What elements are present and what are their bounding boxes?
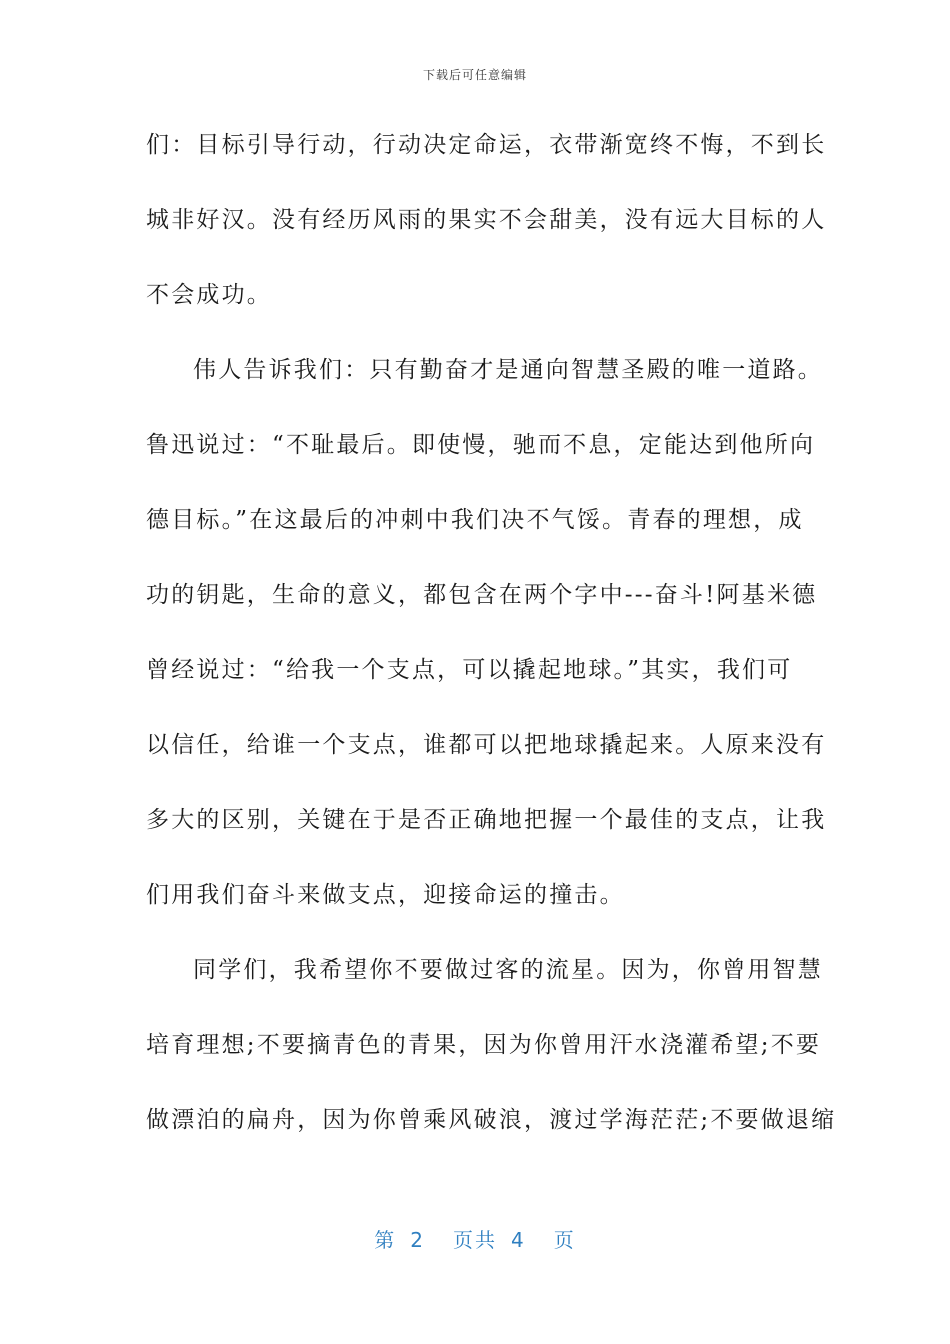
header-note: 下载后可任意编辑 (422, 68, 527, 82)
current-page-number: 2 (410, 1228, 425, 1252)
paragraph-start-line: 伟人告诉我们：只有勤奋才是通向智慧圣殿的唯一道路。 (193, 357, 823, 383)
text-line: 城非好汉。没有经历风雨的果实不会甜美，没有远大目标的人 (146, 207, 827, 233)
text-line: 以信任，给谁一个支点，谁都可以把地球撬起来。人原来没有 (146, 732, 827, 758)
text-line: 鲁迅说过：“不耻最后。即使慢，驰而不息，定能达到他所向 (146, 432, 816, 458)
page-number-footer (0, 1224, 950, 1253)
page-suffix: 页 (553, 1228, 576, 1252)
text-line: 多大的区别，关键在于是否正确地把握一个最佳的支点，让我 (146, 807, 827, 833)
text-line: 曾经说过：“给我一个支点，可以撬起地球。”其实，我们可 (146, 657, 793, 683)
text-line: 不会成功。 (146, 282, 272, 308)
text-line: 做漂泊的扁舟，因为你曾乘风破浪，渡过学海茫茫;不要做退缩 (146, 1107, 837, 1133)
total-pages-number: 4 (511, 1228, 526, 1252)
paragraph-start-line: 同学们，我希望你不要做过客的流星。因为，你曾用智慧 (193, 957, 823, 983)
text-line: 们用我们奋斗来做支点，迎接命运的撞击。 (146, 882, 625, 908)
document-body (146, 108, 837, 1158)
text-line: 们：目标引导行动，行动决定命运，衣带渐宽终不悔，不到长 (146, 132, 827, 158)
text-line: 培育理想;不要摘青色的青果，因为你曾用汗水浇灌希望;不要 (146, 1032, 822, 1058)
page-middle: 页共 (453, 1228, 497, 1252)
text-line: 功的钥匙，生命的意义，都包含在两个字中---奋斗!阿基米德 (146, 582, 818, 608)
text-line: 德目标。”在这最后的冲刺中我们决不气馁。青春的理想，成 (146, 507, 804, 533)
page-prefix: 第 (374, 1228, 397, 1252)
